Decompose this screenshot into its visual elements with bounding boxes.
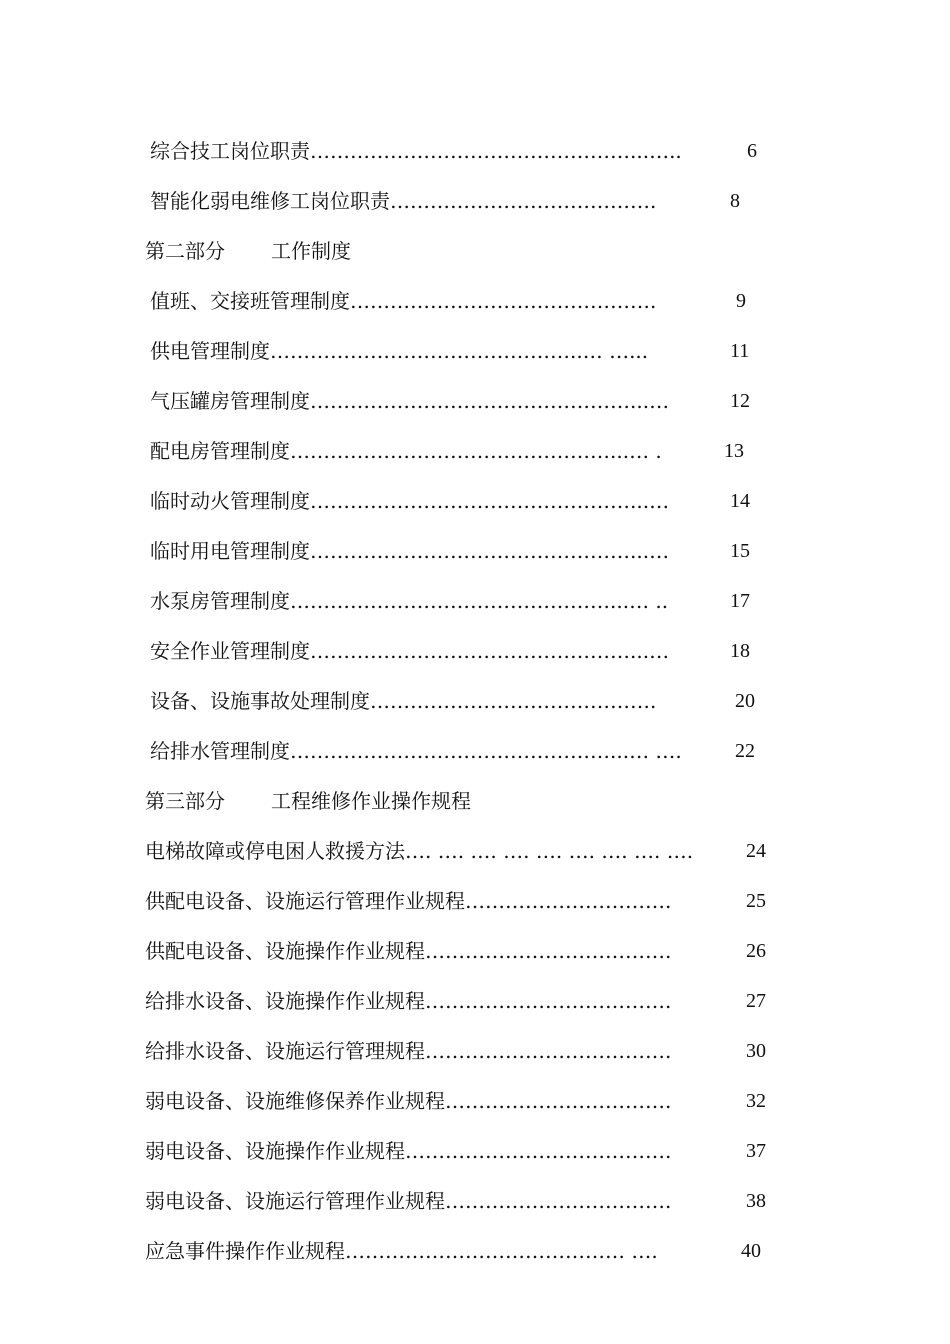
toc-entry-leader: ……………………………...… [410,389,670,413]
toc-entry[interactable] [145,1136,766,1166]
toc-entry-leader: ……………………………...… …. [390,739,682,763]
toc-entry-title: 弱电设备、设施运行管理作业规程…………… [145,1189,545,1213]
toc-entry-title: 供配电设备、设施运行管理作业规程…………… [145,889,565,913]
toc-entry-leader: ……………………. [490,189,657,213]
toc-entry-title: 应急事件操作作业规程…………… [145,1239,445,1263]
toc-entry-page: 8 [730,190,740,212]
toc-entry[interactable] [150,736,755,766]
toc-entry-leader: …………………. [525,939,672,963]
section-title: 工作制度 [271,239,351,263]
toc-entry-page: 22 [735,740,755,762]
toc-entry-title: 安全作业管理制度…………… [150,639,410,663]
toc-entry-leader: …………………………. [450,289,657,313]
toc-entry[interactable] [145,936,766,966]
toc-entry-title: 设备、设施事故处理制度…………… [150,689,470,713]
toc-entry[interactable] [145,1036,766,1066]
toc-entry-title: 供配电设备、设施操作作业规程…………… [145,939,525,963]
toc-entry-leader: ………………. [545,1189,672,1213]
toc-entry-title: 配电房管理制度…………… [150,439,390,463]
toc-entry-title: 综合技工岗位职责…………… [150,139,410,163]
toc-entry-leader: ……………………. [505,1139,672,1163]
toc-entry[interactable] [150,586,750,616]
toc-entry-page: 26 [746,940,766,962]
toc-entry-page: 9 [736,290,746,312]
toc-entry-title: 智能化弱电维修工岗位职责…………… [150,189,490,213]
toc-entry-page: 24 [746,840,766,862]
toc-entry-leader: ……………………………...… . [390,439,662,463]
toc-entry-page: 20 [735,690,755,712]
toc-entry-title: 临时动火管理制度…………… [150,489,410,513]
toc-entry-leader: ……………………………...… [410,489,670,513]
toc-entry-page: 12 [730,390,750,412]
toc-entry-page: 11 [730,340,750,362]
toc-entry-leader: ……………. [565,889,672,913]
toc-entry-leader: ………………………. [470,689,657,713]
toc-entry-title: 值班、交接班管理制度…………… [150,289,450,313]
toc-entry-title: 给排水管理制度…………… [150,739,390,763]
toc-entry-page: 6 [747,140,757,162]
toc-entry-title: 气压罐房管理制度…………… [150,389,410,413]
toc-entry-leader: . …. …. …. …. …. …. …. …. [425,839,694,863]
toc-entry[interactable] [150,386,750,416]
toc-entry-leader: ………………. [545,1089,672,1113]
toc-entry[interactable] [145,836,766,866]
toc-entry-title: 供电管理制度…………… [150,339,370,363]
toc-entry[interactable] [145,1236,761,1266]
toc-entry[interactable] [145,1086,766,1116]
toc-entry-leader: …………………. [525,989,672,1013]
toc-entry-page: 40 [741,1240,761,1262]
toc-entry-page: 18 [730,640,750,662]
section-heading-part3 [145,786,471,816]
toc-entry-page: 13 [724,440,744,462]
toc-entry-page: 14 [730,490,750,512]
toc-entry[interactable] [150,486,750,516]
toc-entry[interactable] [150,186,740,216]
toc-entry-page: 17 [730,590,750,612]
toc-entry[interactable] [150,136,757,166]
toc-entry-title: 电梯故障或停电困人救援方法… [145,839,425,863]
toc-entry-leader: ……………………………...… [410,639,670,663]
toc-entry-page: 37 [746,1140,766,1162]
toc-entry-page: 25 [746,890,766,912]
toc-entry-title: 给排水设备、设施运行管理规程…………… [145,1039,525,1063]
toc-entry-leader: ……………………………...….. [410,139,682,163]
toc-entry-title: 弱电设备、设施操作作业规程…………… [145,1139,505,1163]
toc-entry[interactable] [150,336,750,366]
toc-entry-page: 30 [746,1040,766,1062]
toc-entry[interactable] [150,436,744,466]
section-label: 第三部分 [145,789,225,813]
section-label: 第二部分 [145,239,225,263]
toc-entry[interactable] [145,886,766,916]
toc-entry[interactable] [150,286,746,316]
toc-entry-leader: ……………………………...… .. [390,589,669,613]
toc-entry-page: 38 [746,1190,766,1212]
toc-entry[interactable] [145,986,766,1016]
toc-entry-title: 临时用电管理制度…………… [150,539,410,563]
toc-entry-leader: ……………………… …. [445,1239,658,1263]
toc-entry-title: 弱电设备、设施维修保养作业规程…………… [145,1089,545,1113]
toc-entry[interactable] [150,636,750,666]
toc-entry[interactable] [145,1186,766,1216]
toc-entry-page: 32 [746,1090,766,1112]
toc-entry-page: 27 [746,990,766,1012]
toc-entry-page: 15 [730,540,750,562]
toc-entry-leader: ……………………………...… [410,539,670,563]
toc-entry-leader: …………………………..… …... [370,339,649,363]
toc-entry-title: 给排水设备、设施操作作业规程…………… [145,989,525,1013]
toc-entry-title: 水泵房管理制度…………… [150,589,390,613]
section-heading-part2 [145,236,351,266]
toc-entry-leader: …………………. [525,1039,672,1063]
toc-entry[interactable] [150,536,750,566]
section-title: 工程维修作业操作规程 [271,789,471,813]
toc-entry[interactable] [150,686,755,716]
